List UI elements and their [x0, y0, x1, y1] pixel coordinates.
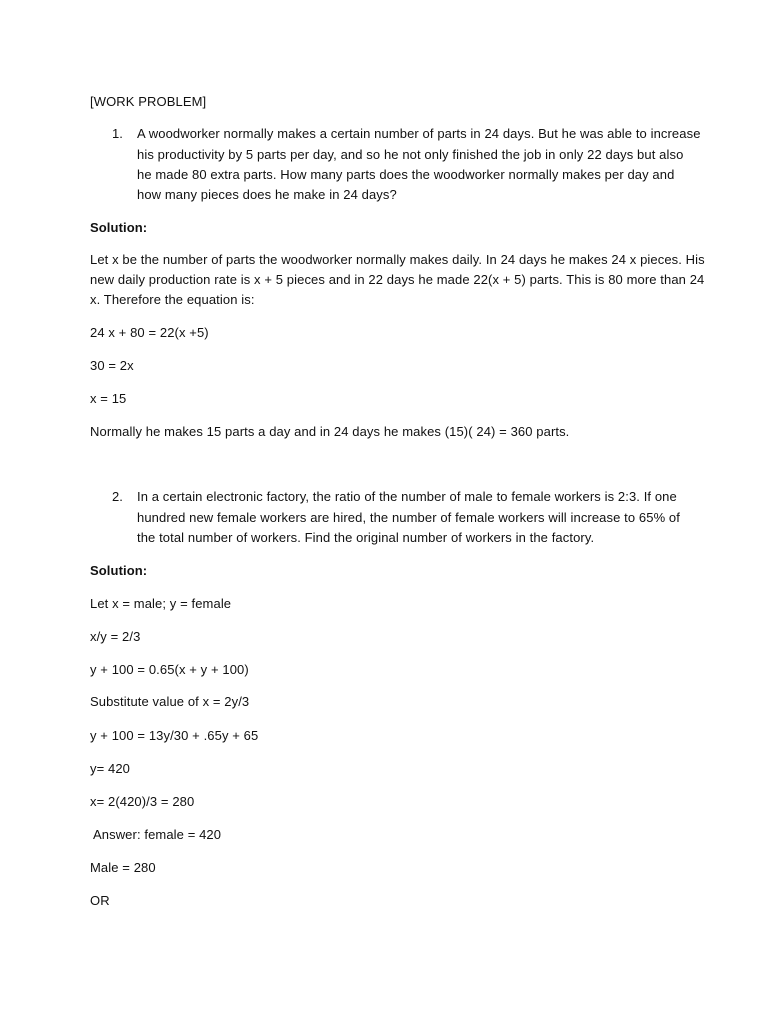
problem-1-step-3: x = 15 — [90, 391, 127, 406]
problem-2-line-1: In a certain electronic factory, the ratio of the number of male to female workers is 2:3. If one — [137, 489, 677, 504]
problem-2-step-3: y + 100 = 0.65(x + y + 100) — [90, 662, 249, 677]
problem-2-step-4: Substitute value of x = 2y/3 — [90, 694, 250, 709]
problem-2-male-answer: Male = 280 — [90, 860, 156, 875]
problem-1-line-1: A woodworker normally makes a certain number of parts in 24 days. But he was able to increase — [137, 126, 701, 141]
page-heading: [WORK PROBLEM] — [90, 94, 207, 109]
problem-1-solution-label: Solution: — [90, 220, 148, 235]
problem-1-line-3: he made 80 extra parts. How many parts does the woodworker normally makes per day and — [137, 167, 675, 182]
problem-2-step-1: Let x = male; y = female — [90, 596, 232, 611]
problem-1-step-1: 24 x + 80 = 22(x +5) — [90, 325, 209, 340]
problem-1-explanation-1: Let x be the number of parts the woodworker normally makes daily. In 24 days he makes 24 x pieces. His — [90, 252, 705, 267]
problem-2-solution-label: Solution: — [90, 563, 148, 578]
problem-2-step-5: y + 100 = 13y/30 + .65y + 65 — [90, 728, 259, 743]
problem-2-step-6: y= 420 — [90, 761, 130, 776]
problem-1-line-4: how many pieces does he make in 24 days? — [137, 187, 397, 202]
problem-1-step-2: 30 = 2x — [90, 358, 134, 373]
problem-2-or: OR — [90, 893, 110, 908]
problem-1-number: 1. — [112, 126, 123, 141]
problem-1-conclusion: Normally he makes 15 parts a day and in 24 days he makes (15)( 24) = 360 parts. — [90, 424, 570, 439]
problem-2-step-7: x= 2(420)/3 = 280 — [90, 794, 195, 809]
problem-2-answer: Answer: female = 420 — [90, 827, 222, 842]
problem-2-step-2: x/y = 2/3 — [90, 629, 141, 644]
problem-1-line-2: his productivity by 5 parts per day, and so he not only finished the job in only 22 days but also — [137, 147, 684, 162]
problem-2-line-3: the total number of workers. Find the original number of workers in the factory. — [137, 530, 595, 545]
problem-2-line-2: hundred new female workers are hired, the number of female workers will increase to 65% of — [137, 510, 680, 525]
problem-1-explanation-3: x. Therefore the equation is: — [90, 292, 255, 307]
problem-1-explanation-2: new daily production rate is x + 5 pieces and in 22 days he made 22(x + 5) parts. This is 80 more than 24 — [90, 272, 705, 287]
problem-2-number: 2. — [112, 489, 123, 504]
